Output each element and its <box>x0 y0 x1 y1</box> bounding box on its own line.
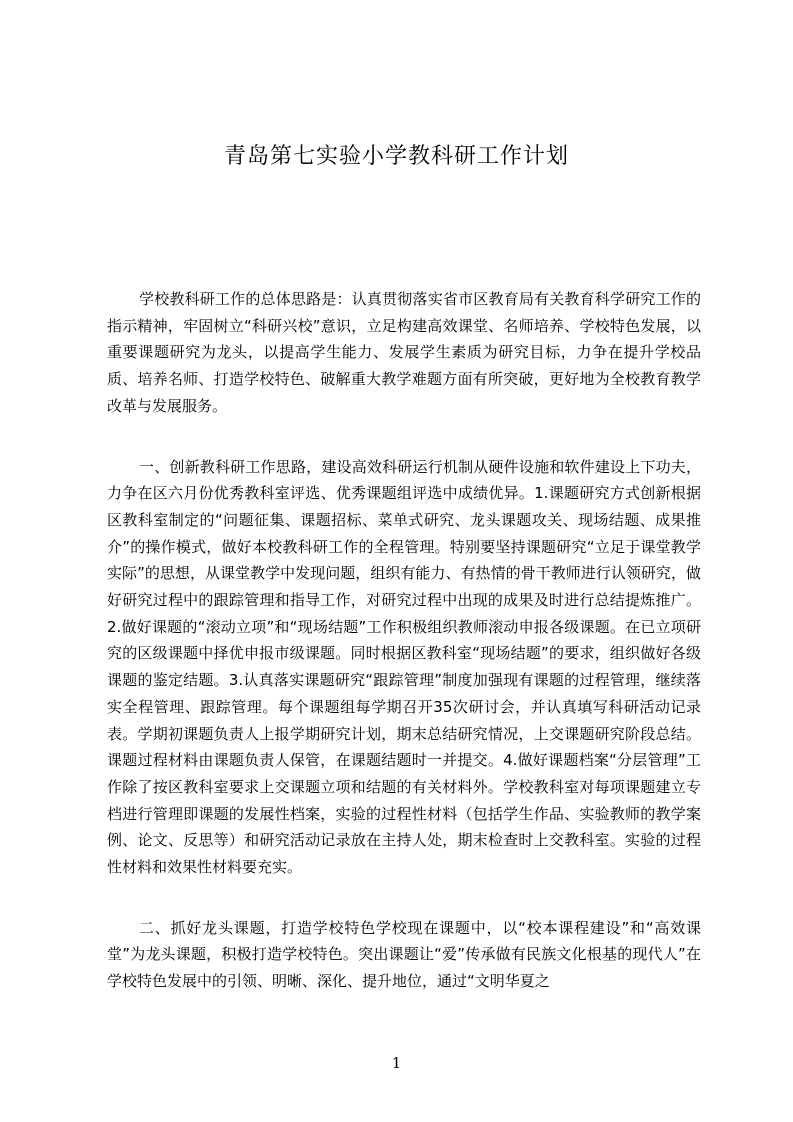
page-number: 1 <box>391 1054 402 1072</box>
paragraph-section-two: 二、抓好龙头课题，打造学校特色学校现在课题中，以“校本课程建设”和“高效课堂”为龙头课题，积极打造学校特色。突出课题让“爱”传承做有民族文化根基的现代人”在学校特色发展中的引领、明晰、深化、提升地位，通过“文明华夏之 <box>107 918 701 991</box>
document-body <box>107 286 701 1029</box>
paragraph-section-one: 一、创新教科研工作思路，建设高效科研运行机制从硬件设施和软件建设上下功夫，力争在区六月份优秀教科室评选、优秀课题组评选中成绩优异。1.课题研究方式创新根据区教科室制定的“问题征集、课题招标、菜单式研究、龙头课题攻关、现场结题、成果推介”的操作模式，做好本校教科研工作的全程管理。特别要坚持课题研究“立足于课堂教学实际”的思想，从课堂教学中发现问题，组织有能力、有热情的骨干教师进行认领研究，做好研究过程中的跟踪管理和指导工作，对研究过程中出现的成果及时进行总结提炼推广。2.做好课题的“滚动立项”和“现场结题”工作积极组织教师滚动申报各级课题。在已立项研究的区级课题中择优申报市级课题。同时根据区教科室“现场结题”的要求，组织做好各级课题的鉴定结题。3.认真落实课题研究“跟踪管理”制度加强现有课题的过程管理，继续落实全程管理、跟踪管理。每个课题组每学期召开35次研讨会，并认真填写科研活动记录表。学期初课题负责人上报学期研究计划，期末总结研究情况，上交课题研究阶段总结。课题过程材料由课题负责人保管，在课题结题时一并提交。4.做好课题档案“分层管理”工作除了按区教科室要求上交课题立项和结题的有关材料外。学校教科室对每项课题建立专档进行管理即课题的发展性档案，实验的过程性材料（包括学生作品、实验教师的教学案例、论文、反思等）和研究活动记录放在主持人处，期末检查时上交教科室。实验的过程性材料和效果性材料要充实。 <box>107 457 701 877</box>
document-title: 青岛第七实验小学教科研工作计划 <box>223 144 569 169</box>
paragraph-overview: 学校教科研工作的总体思路是：认真贯彻落实省市区教育局有关教育科学研究工作的指示精神，牢固树立“科研兴校”意识，立足构建高效课堂、名师培养、学校特色发展，以重要课题研究为龙头，以提高学生能力、发展学生素质为研究目标，力争在提升学校品质、培养名师、打造学校特色、破解重大教学难题方面有所突破，更好地为全校教育教学改革与发展服务。 <box>107 290 701 415</box>
